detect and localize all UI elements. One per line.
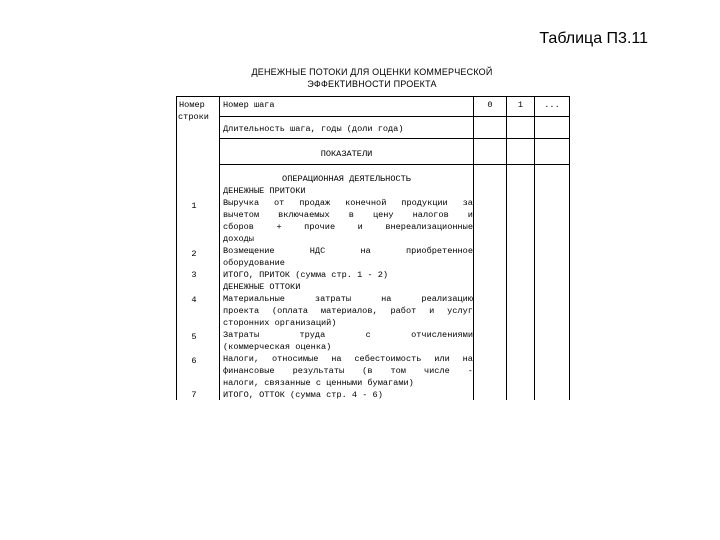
step-column-n: ... (544, 100, 560, 110)
cash-flow-table (176, 96, 570, 400)
row-6-line-3: налоги, связанные с ценными бумагами) (223, 378, 414, 388)
row-4-line-3: сторонних организаций) (223, 318, 337, 328)
indicators-header: ПОКАЗАТЕЛИ (320, 149, 373, 159)
row-5-number: 5 (191, 332, 197, 342)
table-border-left (176, 96, 177, 400)
row-6-line-1: Налоги, относимые на себестоимость или на (223, 354, 473, 364)
row-1-line-3: сборов + прочие и внереализационные (223, 222, 473, 232)
table-rule-step-0 (473, 96, 474, 400)
table-rule-under-indicators (219, 164, 570, 165)
row-4-number: 4 (191, 295, 197, 305)
step-column-0: 0 (487, 100, 493, 110)
row-7-number: 7 (191, 390, 197, 400)
row-5-line-1: Затраты труда с отчислениями (223, 330, 473, 340)
table-border-right (569, 96, 570, 400)
inflows-header: ДЕНЕЖНЫЕ ПРИТОКИ (223, 186, 306, 196)
table-rule-step-1 (506, 96, 507, 400)
table-border-top (176, 96, 570, 97)
row-3-number: 3 (191, 270, 197, 280)
row-number-header-line-2: строки (178, 112, 209, 122)
row-6-number: 6 (191, 356, 197, 366)
table-rule-under-step-header (219, 116, 570, 117)
row-3-line-1: ИТОГО, ПРИТОК (сумма стр. 1 - 2) (223, 270, 389, 280)
document-title (230, 66, 514, 90)
row-1-line-1: Выручка от продаж конечной продукции за (223, 198, 473, 208)
step-number-header: Номер шага (223, 100, 275, 110)
row-4-line-2: проекта (оплата материалов, работ и услуг (223, 306, 473, 316)
table-caption: Таблица П3.11 (539, 30, 648, 47)
table-rule-under-duration (219, 138, 570, 139)
row-7-line-1: ИТОГО, ОТТОК (сумма стр. 4 - 6) (223, 390, 383, 400)
row-5-line-2: (коммерческая оценка) (223, 342, 332, 352)
outflows-header: ДЕНЕЖНЫЕ ОТТОКИ (223, 282, 301, 292)
row-1-line-4: доходы (223, 234, 254, 244)
document-title-line-1: ДЕНЕЖНЫЕ ПОТОКИ ДЛЯ ОЦЕНКИ КОММЕРЧЕСКОЙ (251, 67, 493, 77)
table-rule-step-n (534, 96, 535, 400)
row-1-line-2: вычетом включаемых в цену налогов и (223, 210, 473, 220)
table-rule-row-number (219, 96, 220, 400)
section-operating: ОПЕРАЦИОННАЯ ДЕЯТЕЛЬНОСТЬ (282, 174, 411, 184)
step-duration-label: Длительность шага, годы (доли года) (223, 124, 404, 134)
row-2-number: 2 (191, 249, 197, 259)
step-column-1: 1 (517, 100, 524, 110)
document-title-line-2: ЭФФЕКТИВНОСТИ ПРОЕКТА (307, 79, 437, 89)
row-4-line-1: Материальные затраты на реализацию (223, 294, 473, 304)
row-2-line-1: Возмещение НДС на приобретенное (223, 246, 473, 256)
row-1-number: 1 (191, 201, 197, 211)
row-2-line-2: оборудование (223, 258, 285, 268)
row-6-line-2: финансовые результаты (в том числе - (223, 366, 473, 376)
row-number-header-line-1: Номер (179, 100, 205, 110)
